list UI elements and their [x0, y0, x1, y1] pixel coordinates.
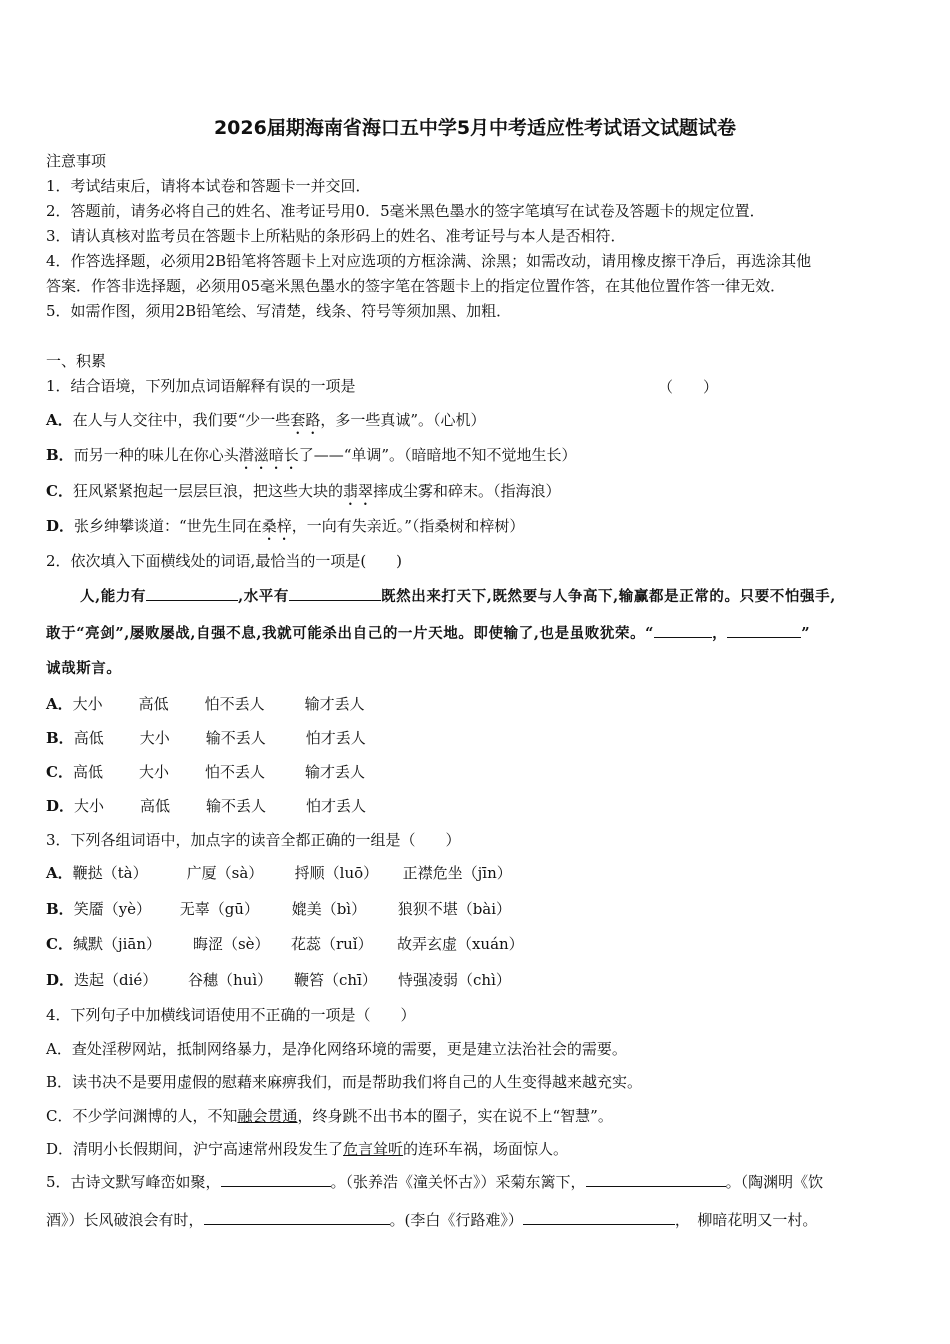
- notice-item: 1．考试结束后，请将本试卷和答题卡一并交回．: [46, 177, 371, 195]
- q5-line: 5．古诗文默写峰峦如聚， 。（张养浩《潼关怀古》）采菊东篱下， 。（陶渊明《饮: [46, 1173, 824, 1191]
- q1-option-a: A．在人与人交往中，我们要“少一些套路，多一些真诚”。（心机）: [46, 411, 486, 429]
- q2-passage-line: 诚哉斯言。: [46, 660, 122, 677]
- notice-item: 4．作答选择题，必须用2B铅笔将答题卡上对应选项的方框涂满、涂黑；如需改动，请用橡皮擦干净后，再选涂其他: [46, 252, 812, 270]
- blank-line: [146, 586, 238, 601]
- q2-option-d: D．大小 高低 输不丢人 怕才丢人: [46, 797, 367, 815]
- blank-line: [289, 586, 381, 601]
- blank-line: [523, 1210, 675, 1225]
- blank-line: [586, 1172, 726, 1187]
- blank-line: [204, 1210, 390, 1225]
- notice-item: 3．请认真核对监考员在答题卡上所粘贴的条形码上的姓名、准考证号与本人是否相符．: [46, 227, 626, 245]
- blank-line: [654, 623, 712, 638]
- q3-option-b: B．笑靥（yè） 无辜（gū） 媲美（bì） 狼狈不堪（bài）: [46, 900, 512, 918]
- notice-item: 5．如需作图，须用2B铅笔绘、写清楚，线条、符号等须加黑、加粗．: [46, 302, 512, 320]
- q5-line: 酒》）长风破浪会有时， 。(李白《行路难》） ， 柳暗花明又一村。: [46, 1211, 818, 1229]
- q4-stem: 4．下列句子中加横线词语使用不正确的一项是（ ）: [46, 1006, 416, 1024]
- q3-option-c: C．缄默（jiān） 晦涩（sè） 花蕊（ruǐ） 故弄玄虚（xuán）: [46, 935, 524, 953]
- q2-option-a: A．大小 高低 怕不丢人 输才丢人: [46, 695, 365, 713]
- q4-option-b: B．读书决不是要用虚假的慰藉来麻痹我们，而是帮助我们将自己的人生变得越来越充实。: [46, 1073, 643, 1091]
- blank-line: [221, 1172, 331, 1187]
- q2-passage-line: 人,能力有 ,水平有 既然出来打天下,既然要与人争高下,输赢都是正常的。只要不怕强手,: [80, 588, 836, 605]
- q1-option-c: C．狂风紧紧抱起一层层巨浪，把这些大块的翡翠摔成尘雾和碎末。（指海浪）: [46, 482, 561, 500]
- q3-option-a: A．鞭挞（tà） 广厦（sà） 捋顺（luō） 正襟危坐（jīn）: [46, 864, 512, 882]
- q3-stem: 3．下列各组词语中，加点字的读音全都正确的一组是（ ）: [46, 831, 461, 849]
- q1-option-d: D．张乡绅攀谈道：“世先生同在桑梓，一向有失亲近。”（指桑树和梓树）: [46, 517, 525, 535]
- q4-option-a: A．查处淫秽网站，抵制网络暴力，是净化网络环境的需要，更是建立法治社会的需要。: [46, 1040, 627, 1058]
- q1-option-b: B．而另一种的味儿在你心头潜滋暗长了——“单调”。（暗暗地不知不觉地生长）: [46, 446, 577, 464]
- q1-stem: 1．结合语境，下列加点词语解释有误的一项是: [46, 377, 356, 395]
- q2-stem: 2．依次填入下面横线处的词语,最恰当的一项是( ): [46, 552, 403, 570]
- notice-item: 答案．作答非选择题，必须用05毫米黑色墨水的签字笔在答题卡上的指定位置作答，在其他位置作答一律无效．: [46, 277, 786, 295]
- notice-item: 2．答题前，请务必将自己的姓名、准考证号用0．5毫米黑色墨水的签字笔填写在试卷及答题卡的规定位置．: [46, 202, 765, 220]
- page-title: 2026届期海南省海口五中学5月中考适应性考试语文试题试卷: [213, 117, 737, 139]
- q4-option-c: C．不少学问渊博的人，不知融会贯通，终身跳不出书本的圈子，实在说不上“智慧”。: [46, 1107, 613, 1125]
- section-heading: 一、积累: [46, 352, 107, 370]
- q4-option-d: D．清明小长假期间，沪宁高速常州段发生了危言耸听的连环车祸，场面惊人。: [46, 1140, 569, 1158]
- notice-heading: 注意事项: [46, 152, 107, 170]
- q1-answer-paren: （ ）: [658, 378, 719, 396]
- q2-option-b: B．高低 大小 输不丢人 怕才丢人: [46, 729, 366, 747]
- q3-option-d: D．迭起（dié） 谷穗（huì） 鞭笞（chī） 恃强凌弱（chì）: [46, 971, 511, 989]
- blank-line: [727, 623, 801, 638]
- q2-passage-line: 敢于“亮剑”,屡败屡战,自强不息,我就可能杀出自己的一片天地。即使输了,也是虽败犹荣。“ ， ”: [46, 625, 811, 642]
- q2-option-c: C．高低 大小 怕不丢人 输才丢人: [46, 763, 365, 781]
